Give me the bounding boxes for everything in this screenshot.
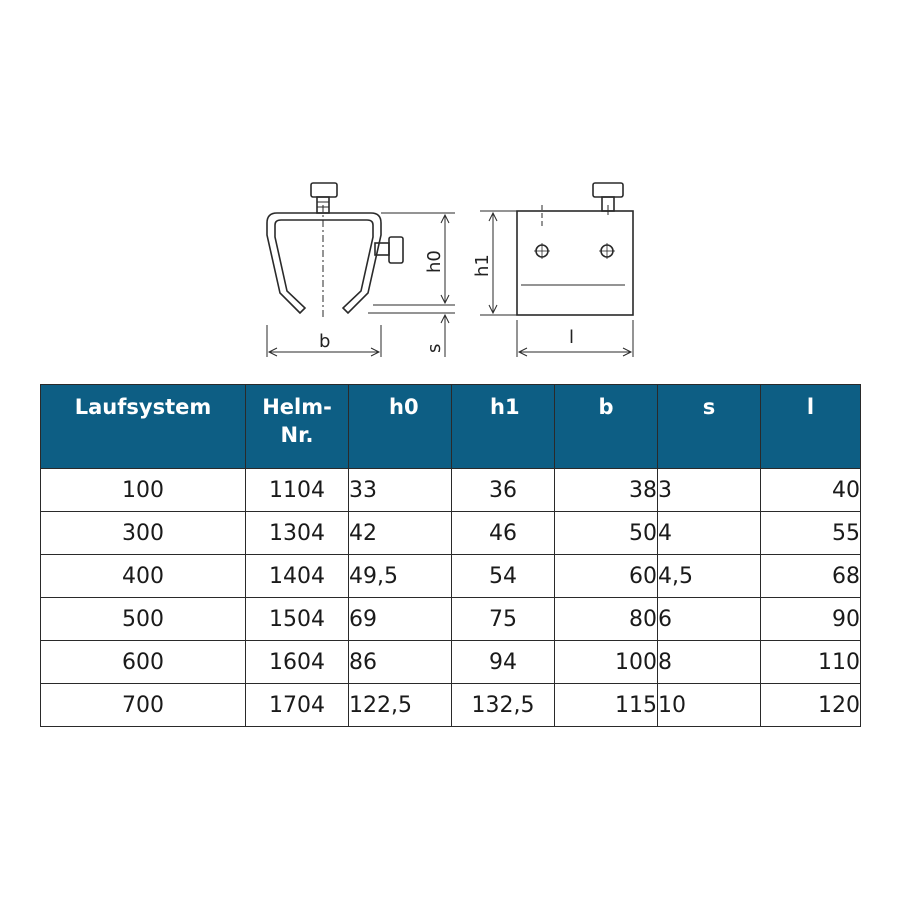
label-h1: h1 — [472, 254, 493, 277]
cell-l: 90 — [761, 598, 861, 641]
cell-laufsystem: 500 — [41, 598, 246, 641]
cell-b: 80 — [555, 598, 658, 641]
cell-l: 110 — [761, 641, 861, 684]
cell-laufsystem: 600 — [41, 641, 246, 684]
cell-b: 115 — [555, 684, 658, 727]
rail-profile-outer — [267, 213, 381, 313]
header-laufsystem: Laufsystem — [41, 385, 246, 469]
cell-l: 68 — [761, 555, 861, 598]
table-row — [41, 555, 861, 598]
cell-h0: 33 — [349, 469, 452, 512]
cell-h1: 54 — [452, 555, 555, 598]
header-h0: h0 — [349, 385, 452, 469]
label-b: b — [319, 331, 331, 352]
cell-h0: 42 — [349, 512, 452, 555]
cell-s: 3 — [658, 469, 761, 512]
header-b: b — [555, 385, 658, 469]
table-row — [41, 641, 861, 684]
label-h0: h0 — [424, 250, 445, 273]
cell-l: 55 — [761, 512, 861, 555]
cell-laufsystem: 300 — [41, 512, 246, 555]
cell-laufsystem: 700 — [41, 684, 246, 727]
cell-helm-nr: 1504 — [246, 598, 349, 641]
cell-h1: 36 — [452, 469, 555, 512]
header-s: s — [658, 385, 761, 469]
cell-s: 8 — [658, 641, 761, 684]
cell-s: 6 — [658, 598, 761, 641]
header-h1: h1 — [452, 385, 555, 469]
cell-s: 4,5 — [658, 555, 761, 598]
side-bolt-head — [389, 237, 403, 263]
cell-h0: 49,5 — [349, 555, 452, 598]
label-l: l — [569, 327, 575, 348]
table-row — [41, 512, 861, 555]
cell-b: 50 — [555, 512, 658, 555]
side-view-bolt-head — [593, 183, 623, 197]
cell-helm-nr: 1704 — [246, 684, 349, 727]
cell-h1: 94 — [452, 641, 555, 684]
technical-drawing — [255, 175, 655, 375]
cell-b: 38 — [555, 469, 658, 512]
cell-h0: 122,5 — [349, 684, 452, 727]
top-bolt-head — [311, 183, 337, 197]
cell-s: 4 — [658, 512, 761, 555]
cell-helm-nr: 1404 — [246, 555, 349, 598]
header-l: l — [761, 385, 861, 469]
cell-h0: 86 — [349, 641, 452, 684]
profile-drawing-svg — [255, 175, 655, 375]
cell-l: 40 — [761, 469, 861, 512]
cell-h1: 46 — [452, 512, 555, 555]
cell-helm-nr: 1604 — [246, 641, 349, 684]
cell-b: 100 — [555, 641, 658, 684]
header-row — [41, 385, 861, 469]
dimensions-table — [40, 384, 861, 727]
table-row — [41, 598, 861, 641]
cell-laufsystem: 100 — [41, 469, 246, 512]
side-view-block — [517, 211, 633, 315]
header-helm-nr: Helm- Nr. — [246, 385, 349, 469]
table-row — [41, 469, 861, 512]
cell-h1: 75 — [452, 598, 555, 641]
cell-laufsystem: 400 — [41, 555, 246, 598]
cell-h1: 132,5 — [452, 684, 555, 727]
table-row — [41, 684, 861, 727]
cell-helm-nr: 1104 — [246, 469, 349, 512]
cell-helm-nr: 1304 — [246, 512, 349, 555]
cell-l: 120 — [761, 684, 861, 727]
cell-h0: 69 — [349, 598, 452, 641]
cell-b: 60 — [555, 555, 658, 598]
label-s: s — [424, 343, 445, 353]
cell-s: 10 — [658, 684, 761, 727]
